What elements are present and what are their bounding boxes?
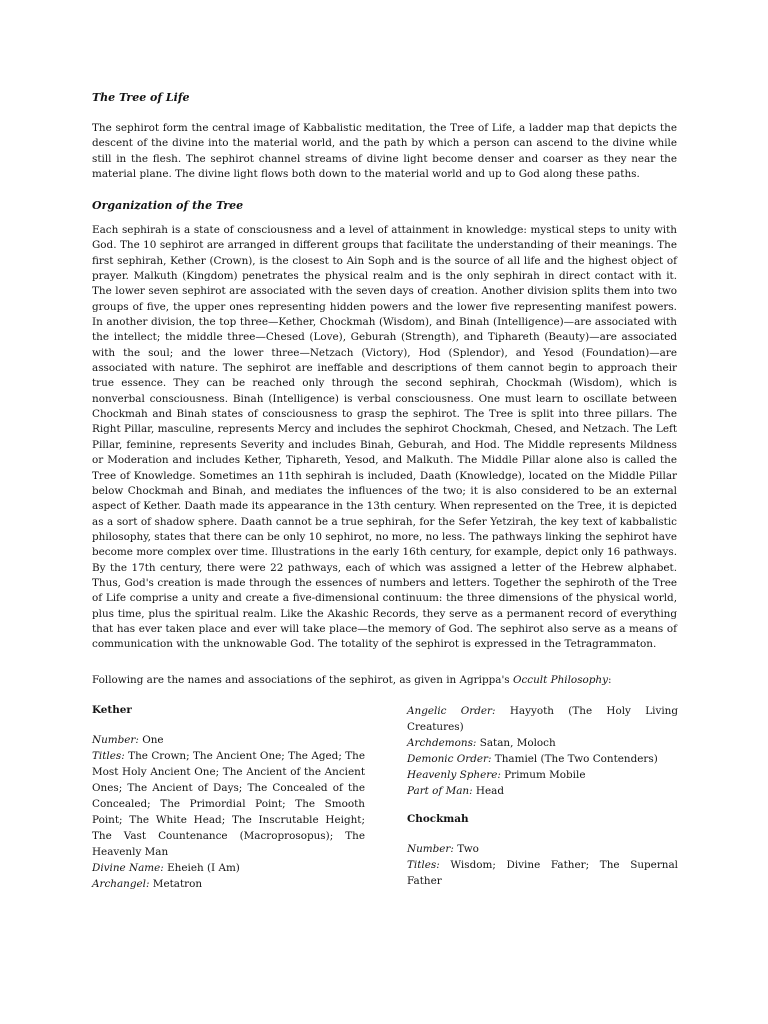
number-label: Number:	[407, 843, 454, 855]
right-column	[407, 703, 678, 889]
titles-label: Titles:	[407, 859, 440, 871]
titles-label: Titles:	[92, 750, 125, 762]
archdemons-value: Satan, Moloch	[476, 737, 556, 749]
angelic-order-label: Angelic Order:	[407, 705, 496, 717]
intro-paragraph: The sephirot form the central image of Kabbalistic meditation, the Tree of Life, a ladder map that depicts the descent of the divine into the material world, and the path by which a person can ascend to the divine while still in the flesh. The sephirot channel streams of divine light become denser and coarser as they near the material plane. The divine light flows both down to the material world and up to God along these paths.	[92, 122, 677, 181]
demonic-order-label: Demonic Order:	[407, 753, 492, 765]
demonic-order-value: Thamiel (The Two Contenders)	[491, 753, 658, 765]
sephirah-heading-kether: Kether	[92, 704, 132, 716]
kether-number	[92, 732, 365, 748]
document-title: The Tree of Life	[92, 91, 190, 104]
number-label: Number:	[92, 734, 139, 746]
number-value: Two	[453, 843, 479, 855]
archangel-label: Archangel:	[92, 878, 150, 890]
archdemons-label: Archdemons:	[407, 737, 477, 749]
kether-archdemons	[407, 735, 678, 751]
titles-value: The Crown; The Ancient One; The Aged; The Most Holy Ancient One; The Ancient of the Ancient Ones; The Ancient of Days; The Concealed of the Concealed; The Primordial Point; The Smooth Point; The White Head; The Inscrutable Height; The Vast Countenance (Macroprosopus); The Heavenly Man	[92, 750, 365, 858]
kether-titles	[92, 748, 365, 860]
divine-name-label: Divine Name:	[92, 862, 164, 874]
kether-heavenly-sphere	[407, 767, 678, 783]
chockmah-titles	[407, 857, 678, 889]
section-heading-organization: Organization of the Tree	[92, 199, 244, 212]
chockmah-number	[407, 841, 678, 857]
titles-value: Wisdom; Divine Father; The Supernal Father	[407, 859, 678, 887]
kether-demonic-order	[407, 751, 678, 767]
number-value: One	[138, 734, 164, 746]
following-end: :	[608, 674, 612, 686]
following-text: Following are the names and associations of the sephirot, as given in Agrippa's	[92, 674, 513, 686]
kether-archangel	[92, 876, 365, 892]
kether-part-of-man	[407, 783, 678, 799]
organization-paragraph: Each sephirah is a state of consciousness and a level of attainment in knowledge: mystical steps to unity with God. The 10 sephirot are arranged in different groups that facilitate the understanding of their meanings. The first sephirah, Kether (Crown), is the closest to Ain Soph and is the source of all life and the highest object of prayer. Malkuth (Kingdom) penetrates the physical realm and is the only sephirah in direct contact with it. The lower seven sephirot are associated with the seven days of creation. Another division splits them into two groups of five, the upper ones representing hidden powers and the lower five representing manifest powers. In another division, the top three—Kether, Chockmah (Wisdom), and Binah (Intelligence)—are associated with the intellect; the middle three—Chesed (Love), Geburah (Strength), and Tiphareth (Beauty)—are associated with the soul; and the lower three—Netzach (Victory), Hod (Splendor), and Yesod (Foundation)—are associated with nature. The sephirot are ineffable and descriptions of them cannot begin to approach their true essence. They can be reached only through the second sephirah, Chockmah (Wisdom), which is nonverbal consciousness. Binah (Intelligence) is verbal consciousness. One must learn to oscillate between Chockmah and Binah states of consciousness to grasp the sephirot. The Tree is split into three pillars. The Right Pillar, masculine, represents Mercy and includes the sephirot Chockmah, Chesed, and Netzach. The Left Pillar, feminine, represents Severity and includes Binah, Geburah, and Hod. The Middle represents Mildness or Moderation and includes Kether, Tiphareth, Yesod, and Malkuth. The Middle Pillar alone also is called the Tree of Knowledge. Sometimes an 11th sephirah is included, Daath (Knowledge), located on the Middle Pillar below Chockmah and Binah, and mediates the influences of the two; it is also considered to be an external aspect of Kether. Daath made its appearance in the 13th century. When represented on the Tree, it is depicted as a sort of shadow sphere. Daath cannot be a true sephirah, for the Sefer Yetzirah, the key text of kabbalistic philosophy, states that there can be only 10 sephirot, no more, no less. The pathways linking the sephirot have become more complex over time. Illustrations in the early 16th century, for example, depict only 16 pathways. By the 17th century, there were 22 pathways, each of which was assigned a letter of the Hebrew alphabet. Thus, God's creation is made through the essences of numbers and letters. Together the sephiroth of the Tree of Life comprise a unity and create a five-dimensional continuum: the three dimensions of the physical world, plus time, plus the spiritual realm. Like the Akashic Records, they serve as a permanent record of everything that has ever taken place and ever will take place—the memory of God. The sephirot also serve as a means of communication with the unknowable God. The totality of the sephirot is expressed in the Tetragrammaton.	[92, 224, 677, 651]
part-of-man-label: Part of Man:	[407, 785, 473, 797]
kether-divine-name	[92, 860, 365, 876]
heavenly-sphere-label: Heavenly Sphere:	[407, 769, 501, 781]
book-title: Occult Philosophy	[512, 674, 608, 686]
left-column	[92, 703, 365, 892]
angelic-order-value: Hayyoth (The Holy Living Creatures)	[407, 705, 678, 733]
divine-name-value: Eheieh (I Am)	[163, 862, 240, 874]
following-line	[92, 673, 677, 688]
sephirah-heading-chockmah: Chockmah	[407, 813, 469, 825]
archangel-value: Metatron	[149, 878, 203, 890]
kether-angelic-order	[407, 703, 678, 735]
heavenly-sphere-value: Primum Mobile	[500, 769, 586, 781]
part-of-man-value: Head	[472, 785, 504, 797]
